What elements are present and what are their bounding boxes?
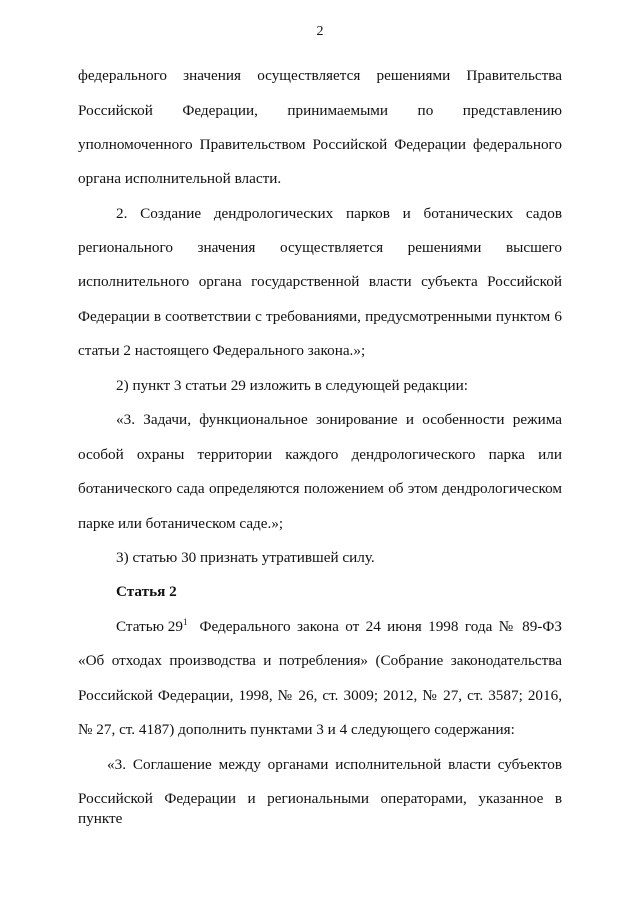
article-heading: Статья 2 <box>116 583 177 600</box>
text-line: 2) пункт 3 статьи 29 изложить в следующей редакции: <box>116 377 469 394</box>
article-first-line <box>116 617 562 637</box>
text-line: особой охраны территории каждого дендрологического парка или <box>78 446 562 463</box>
text-line: Российской Федерации, принимаемыми по представлению <box>78 102 562 119</box>
text-line: «Об отходах производства и потребления» (Собрание законодательства <box>78 652 562 669</box>
article-first-line-prefix: Статью $29^1$ <box>116 617 188 635</box>
text-line: Российской Федерации и региональными операторами, указанное в пункте <box>78 790 562 827</box>
text-line: Российской Федерации, 1998, № 26, ст. 3009; 2012, № 27, ст. 3587; 2016, <box>78 687 562 704</box>
text-line: 2. Создание дендрологических парков и ботанических садов <box>116 205 562 222</box>
text-line: № 27, ст. 4187) дополнить пунктами 3 и 4 следующего содержания: <box>78 721 515 738</box>
text-line: «3. Соглашение между органами исполнительной власти субъектов <box>107 756 562 773</box>
article-first-line-rest: Федерального закона от 24 июня 1998 года № 89-ФЗ <box>199 618 562 635</box>
text-line: регионального значения осуществляется решениями высшего <box>78 239 562 256</box>
text-line: органа исполнительной власти. <box>78 170 282 187</box>
text-line: ботанического сада определяются положением об этом дендрологическом <box>78 480 562 497</box>
text-line: 3) статью 30 признать утратившей силу. <box>116 549 375 566</box>
text-line: исполнительного органа государственной власти субъекта Российской <box>78 273 562 290</box>
text-line: парке или ботаническом саде.»; <box>78 515 284 532</box>
superscript: 1 <box>183 617 188 627</box>
text-line: федерального значения осуществляется решениями Правительства <box>78 67 562 84</box>
page-number: 2 <box>316 24 324 39</box>
text-line: «3. Задачи, функциональное зонирование и особенности режима <box>116 411 562 428</box>
text-line: Федерации в соответствии с требованиями, предусмотренными пунктом 6 <box>78 308 562 325</box>
text-line: статьи 2 настоящего Федерального закона.»; <box>78 342 366 359</box>
text-line: уполномоченного Правительством Российской Федерации федерального <box>78 136 562 153</box>
